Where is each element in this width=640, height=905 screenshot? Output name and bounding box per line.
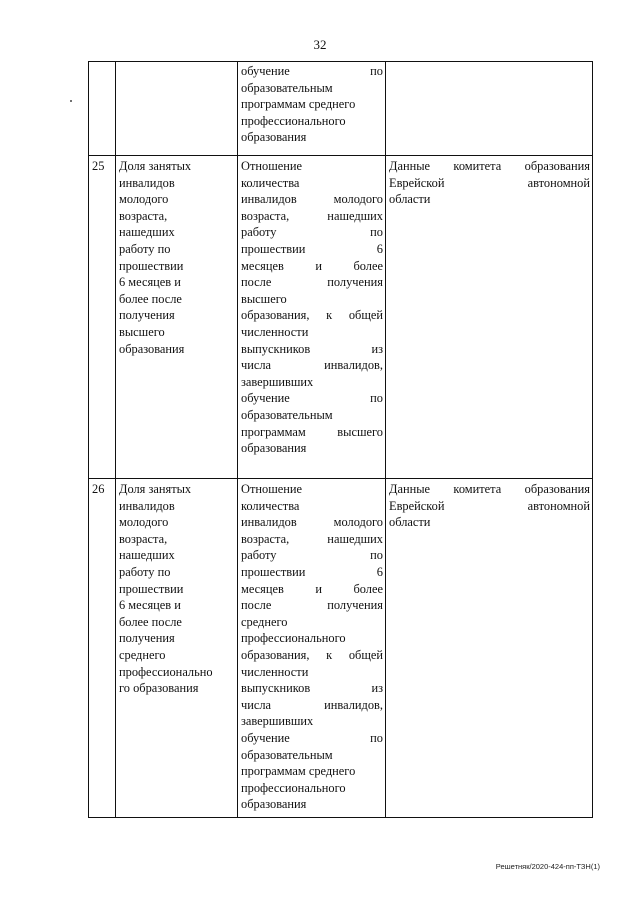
cell-line: Еврейской автономной xyxy=(389,498,590,513)
cell-line: выпускников из xyxy=(241,681,383,696)
cell-line: образования, к общей xyxy=(241,308,383,323)
cell-line: численности xyxy=(241,664,309,679)
document-footer-code: Решетняк/2020-424-пп-ТЗН(1) xyxy=(495,862,600,871)
cell-line: профессионально xyxy=(119,664,213,679)
cell-line: прошествии xyxy=(119,581,184,596)
scan-speck xyxy=(70,100,72,102)
cell-line: образовательным xyxy=(241,407,333,422)
cell-line: количества xyxy=(241,175,300,190)
cell-line: нашедших xyxy=(119,225,175,240)
cell-line: более после xyxy=(119,291,182,306)
cell-line: работу по xyxy=(119,564,171,579)
cell-line: профессионального xyxy=(241,631,346,646)
cell-line: завершивших xyxy=(241,374,314,389)
cell-line: 6 месяцев и xyxy=(119,275,181,290)
cell-line: инвалидов xyxy=(119,175,175,190)
cell-line: нашедших xyxy=(119,548,175,563)
calculation-method xyxy=(238,156,386,479)
cell-line: образования, к общей xyxy=(241,647,383,662)
cell-line: работу по xyxy=(119,241,171,256)
cell-line: после получения xyxy=(241,598,383,613)
cell-line: более после xyxy=(119,614,182,629)
data-source xyxy=(386,62,593,156)
cell-line: образования xyxy=(241,130,307,145)
cell-line: области xyxy=(389,515,431,530)
calculation-method xyxy=(238,479,386,818)
cell-line: профессионального xyxy=(241,780,346,795)
cell-line: инвалидов молодого xyxy=(241,515,383,530)
indicator-name xyxy=(116,156,238,479)
cell-line: месяцев и более xyxy=(241,258,383,273)
cell-line: завершивших xyxy=(241,714,314,729)
cell-line: образования xyxy=(119,341,185,356)
cell-line: Отношение xyxy=(241,159,302,173)
cell-line: количества xyxy=(241,498,300,513)
cell-line: молодого xyxy=(119,515,169,530)
cell-line: прошествии 6 xyxy=(241,241,383,256)
cell-line: молодого xyxy=(119,192,169,207)
cell-line: получения xyxy=(119,631,175,646)
table-row-continued xyxy=(89,62,593,156)
cell-line: возраста, xyxy=(119,208,168,223)
cell-line: работу по xyxy=(241,548,383,563)
cell-line: числа инвалидов, xyxy=(241,358,383,373)
row-number xyxy=(89,62,116,156)
cell-line: образования xyxy=(241,797,307,812)
row-number: 25 xyxy=(89,156,116,479)
cell-line: высшего xyxy=(241,291,287,306)
cell-line: Еврейской автономной xyxy=(389,175,590,190)
cell-line: численности xyxy=(241,324,309,339)
page-number: 32 xyxy=(313,37,327,52)
cell-line: программам среднего xyxy=(241,97,356,112)
cell-line: Данные комитета образования xyxy=(389,159,590,173)
indicator-name xyxy=(116,62,238,156)
indicator-table xyxy=(88,61,593,818)
cell-line: возраста, xyxy=(119,531,168,546)
cell-line: Данные комитета образования xyxy=(389,482,590,496)
cell-line: возраста, нашедших xyxy=(241,208,383,223)
data-source xyxy=(386,156,593,479)
cell-line: го образования xyxy=(119,681,199,696)
cell-line: числа инвалидов, xyxy=(241,697,383,712)
cell-line: выпускников из xyxy=(241,341,383,356)
cell-line: 6 месяцев и xyxy=(119,598,181,613)
cell-line: Доля занятых xyxy=(119,159,192,173)
row-number: 26 xyxy=(89,479,116,818)
indicator-name xyxy=(116,479,238,818)
cell-line: обучение по xyxy=(241,64,383,78)
cell-line: среднего xyxy=(241,614,288,629)
cell-line: инвалидов xyxy=(119,498,175,513)
cell-line: образовательным xyxy=(241,747,333,762)
cell-line: профессионального xyxy=(241,113,346,128)
cell-line: после получения xyxy=(241,275,383,290)
cell-line: программам высшего xyxy=(241,424,383,439)
cell-line: Доля занятых xyxy=(119,482,192,496)
data-source xyxy=(386,479,593,818)
cell-line: прошествии 6 xyxy=(241,564,383,579)
calculation-method xyxy=(238,62,386,156)
cell-line: получения xyxy=(119,308,175,323)
cell-line: инвалидов молодого xyxy=(241,192,383,207)
cell-line: обучение по xyxy=(241,391,383,406)
cell-line: прошествии xyxy=(119,258,184,273)
cell-line: обучение по xyxy=(241,730,383,745)
table-row-26 xyxy=(89,479,593,818)
table-row-25 xyxy=(89,156,593,479)
cell-line: месяцев и более xyxy=(241,581,383,596)
cell-line: области xyxy=(389,192,431,207)
cell-line: работу по xyxy=(241,225,383,240)
cell-line: образовательным xyxy=(241,80,333,95)
cell-line: программам среднего xyxy=(241,764,356,779)
cell-line: высшего xyxy=(119,324,165,339)
cell-line: возраста, нашедших xyxy=(241,531,383,546)
cell-line: среднего xyxy=(119,647,166,662)
cell-line: Отношение xyxy=(241,482,302,496)
cell-line: образования xyxy=(241,441,307,456)
